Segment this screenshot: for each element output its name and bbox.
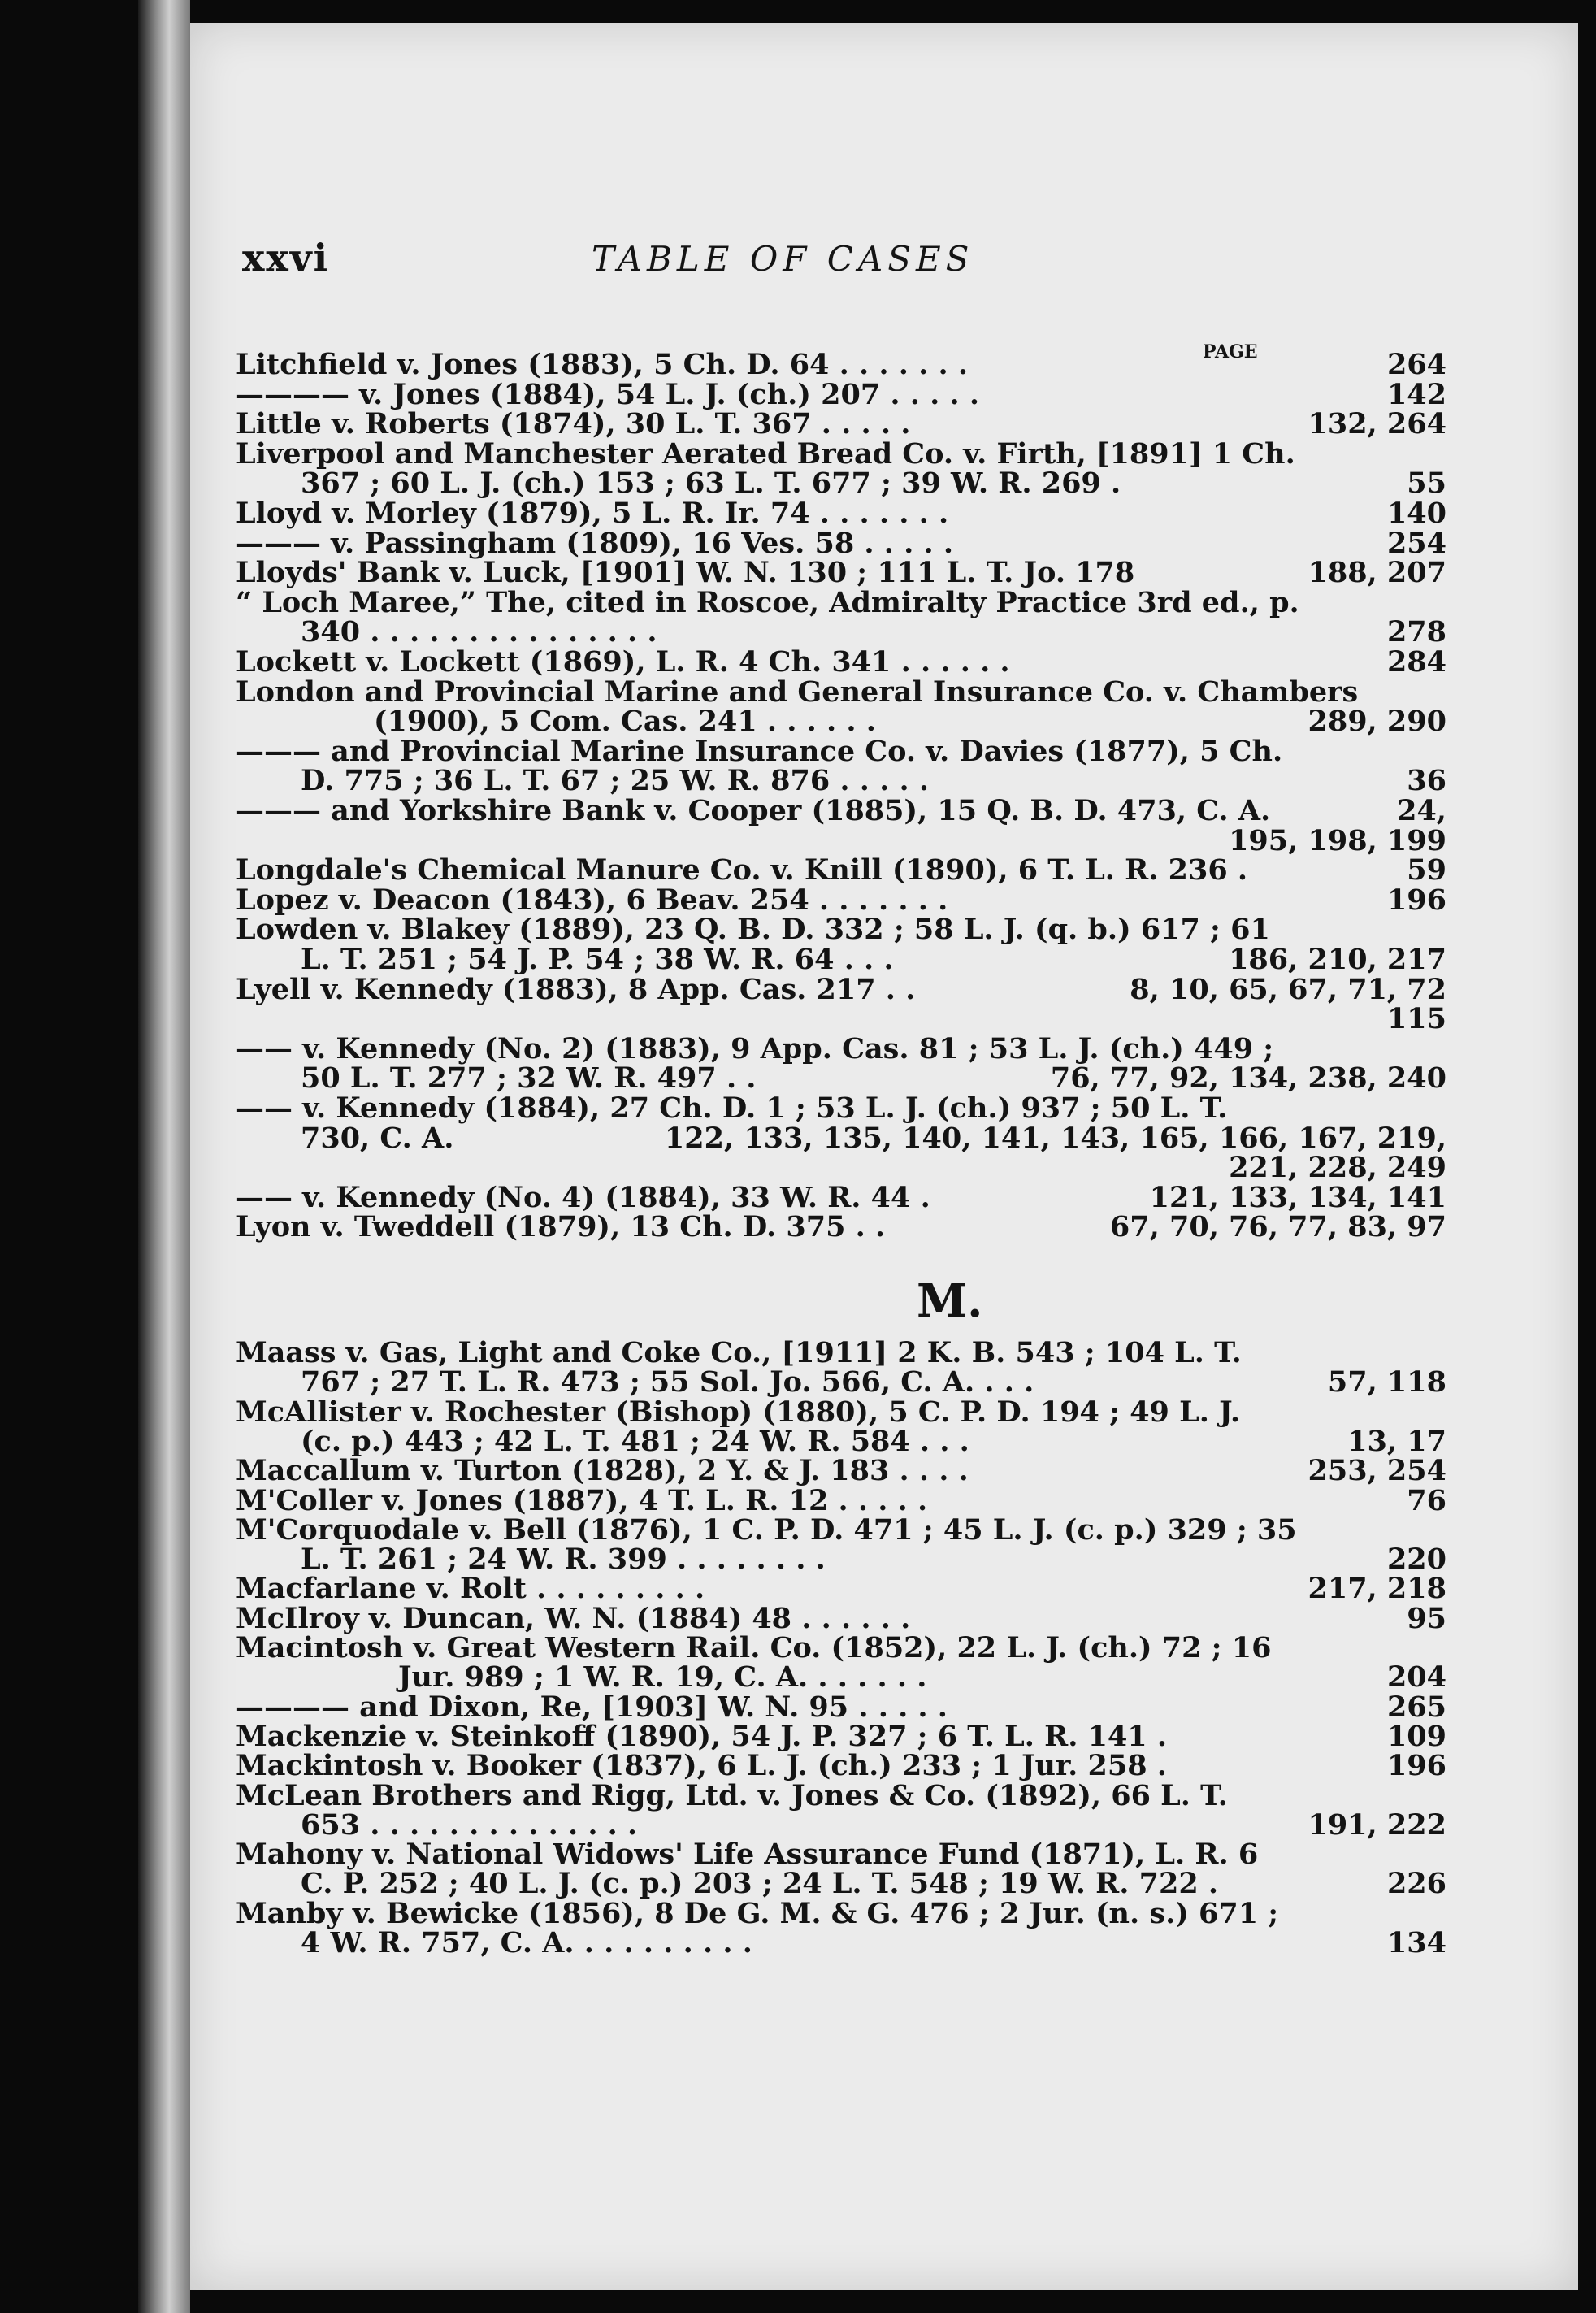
case-line — [236, 1454, 1446, 1488]
case-citation: ———— and Dixon, Re, [1903] W. N. 95 . . . . . — [236, 1690, 948, 1724]
case-line — [236, 467, 1446, 501]
case-line — [236, 1181, 1446, 1212]
case-citation: 767 ; 27 T. L. R. 473 ; 55 Sol. Jo. 566, C. A. . . . — [301, 1365, 1034, 1400]
case-line — [236, 407, 1446, 441]
case-line — [236, 1425, 1446, 1456]
case-line — [236, 1897, 1446, 1928]
case-pages: 204 — [1386, 1660, 1446, 1695]
case-line — [236, 436, 1446, 471]
case-line — [236, 883, 1446, 917]
case-pages: 142 — [1386, 377, 1446, 411]
case-line — [236, 1061, 1446, 1096]
page-header — [242, 236, 1299, 293]
case-citation: Manby v. Bewicke (1856), 8 De G. M. & G. 476 ; 2 Jur. (n. s.) 671 ; — [236, 1896, 1279, 1930]
case-line — [236, 1779, 1446, 1810]
case-line — [236, 1572, 1446, 1606]
case-line — [236, 1365, 1446, 1400]
case-line — [236, 1602, 1446, 1633]
case-citation: Macfarlane v. Rolt . . . . . . . . . — [236, 1572, 705, 1606]
case-line — [236, 764, 1446, 798]
case-pages: 121, 133, 134, 141 — [1149, 1180, 1446, 1214]
case-pages: 59 — [1407, 853, 1446, 887]
case-line — [236, 1121, 1446, 1155]
case-pages: 195, 198, 199 — [1229, 823, 1446, 857]
case-pages: 122, 133, 135, 140, 141, 143, 165, 166, 167, 219, — [664, 1121, 1446, 1155]
case-pages: 278 — [1386, 615, 1446, 649]
case-line — [236, 1631, 1446, 1662]
case-line — [236, 675, 1446, 709]
case-citation: Lyon v. Tweddell (1879), 13 Ch. D. 375 . . — [236, 1210, 886, 1244]
case-pages: 24, — [1397, 794, 1446, 827]
case-citation: (1900), 5 Com. Cas. 241 . . . . . . — [374, 705, 876, 739]
case-line — [236, 527, 1446, 558]
case-line — [236, 1867, 1446, 1901]
case-line — [236, 1660, 1446, 1695]
case-pages: 76, 77, 92, 134, 238, 240 — [1050, 1061, 1446, 1096]
case-citation: Mackintosh v. Booker (1837), 6 L. J. (ch.) 233 ; 1 Jur. 258 . — [236, 1749, 1167, 1783]
case-citation: —— v. Kennedy (No. 4) (1884), 33 W. R. 44 . — [236, 1180, 930, 1214]
case-line — [236, 1091, 1446, 1125]
case-pages: 289, 290 — [1308, 705, 1446, 739]
case-citation: L. T. 261 ; 24 W. R. 399 . . . . . . . . — [301, 1543, 826, 1577]
case-line — [236, 943, 1446, 974]
case-line — [236, 853, 1446, 887]
case-citation: “ Loch Maree,” The, cited in Roscoe, Admiralty Practice 3rd ed., p. — [236, 585, 1299, 619]
case-citation: ——— and Provincial Marine Insurance Co. v. Davies (1877), 5 Ch. — [236, 734, 1283, 768]
case-citation: McAllister v. Rochester (Bishop) (1880), 5 C. P. D. 194 ; 49 L. J. — [236, 1395, 1241, 1429]
case-line — [236, 1002, 1446, 1036]
case-pages: 134 — [1386, 1926, 1446, 1959]
case-pages: 186, 210, 217 — [1229, 943, 1446, 976]
case-pages: 13, 17 — [1347, 1424, 1446, 1458]
case-citation: McLean Brothers and Rigg, Ltd. v. Jones & Co. (1892), 66 L. T. — [236, 1778, 1228, 1812]
case-line — [236, 1807, 1446, 1842]
case-citation: M'Coller v. Jones (1887), 4 T. L. R. 12 . . . . . — [236, 1483, 928, 1517]
case-citation: Longdale's Chemical Manure Co. v. Knill (1890), 6 T. L. R. 236 . — [236, 853, 1248, 887]
case-line — [236, 1926, 1446, 1957]
case-citation: Little v. Roberts (1874), 30 L. T. 367 . . . . . — [236, 407, 911, 441]
case-pages: 57, 118 — [1327, 1365, 1446, 1400]
case-pages: 109 — [1386, 1719, 1446, 1753]
case-line — [236, 497, 1446, 530]
case-pages: 253, 254 — [1308, 1454, 1446, 1488]
case-line — [236, 1749, 1446, 1783]
case-citation: London and Provincial Marine and General Insurance Co. v. Chambers — [236, 675, 1359, 709]
case-citation: 653 . . . . . . . . . . . . . . — [301, 1807, 638, 1842]
case-pages: 265 — [1386, 1690, 1446, 1724]
case-pages: 188, 207 — [1308, 556, 1446, 590]
case-line — [236, 913, 1446, 947]
case-citation: Maccallum v. Turton (1828), 2 Y. & J. 183 . . . . — [236, 1454, 969, 1488]
case-citation: Mackenzie v. Steinkoff (1890), 54 J. P. 327 ; 6 T. L. R. 141 . — [236, 1719, 1168, 1753]
case-pages: 221, 228, 249 — [1229, 1151, 1446, 1185]
case-line — [236, 1720, 1446, 1751]
case-pages: 55 — [1407, 467, 1446, 501]
case-citation: Lloyds' Bank v. Luck, [1901] W. N. 130 ; 111 L. T. Jo. 178 — [236, 556, 1135, 590]
case-citation: Lloyd v. Morley (1879), 5 L. R. Ir. 74 . . . . . . . — [236, 497, 949, 530]
page-column-label: PAGE — [1203, 341, 1258, 362]
case-line — [236, 378, 1446, 409]
case-citation: Macintosh v. Great Western Rail. Co. (1852), 22 L. J. (ch.) 72 ; 16 — [236, 1631, 1272, 1664]
case-line — [236, 645, 1446, 679]
case-line — [236, 1484, 1446, 1515]
case-line — [236, 705, 1446, 739]
case-line — [236, 1543, 1446, 1577]
case-line — [236, 348, 1446, 379]
case-pages: 196 — [1386, 1749, 1446, 1783]
case-line — [236, 735, 1446, 766]
case-pages: 254 — [1386, 526, 1446, 560]
case-pages: 217, 218 — [1308, 1572, 1446, 1606]
case-pages: 67, 70, 76, 77, 83, 97 — [1109, 1210, 1446, 1244]
case-pages: 284 — [1386, 645, 1446, 679]
case-line — [236, 1395, 1446, 1429]
case-pages: 226 — [1386, 1867, 1446, 1901]
book-binding — [138, 0, 190, 2313]
case-citation: ———— v. Jones (1884), 54 L. J. (ch.) 207 . . . . . — [236, 377, 980, 411]
case-citation: 730, C. A. — [301, 1121, 454, 1155]
case-citation: —— v. Kennedy (No. 2) (1883), 9 App. Cas. 81 ; 53 L. J. (ch.) 449 ; — [236, 1031, 1274, 1065]
case-citation: Lyell v. Kennedy (1883), 8 App. Cas. 217 . . — [236, 972, 916, 1006]
case-citation: Lopez v. Deacon (1843), 6 Beav. 254 . . . . . . . — [236, 883, 948, 917]
case-citation: Jur. 989 ; 1 W. R. 19, C. A. . . . . . . — [398, 1660, 927, 1695]
case-pages: 264 — [1386, 348, 1446, 381]
case-pages: 140 — [1386, 497, 1446, 530]
case-line — [236, 1336, 1446, 1367]
case-line — [236, 973, 1446, 1004]
case-citation: —— v. Kennedy (1884), 27 Ch. D. 1 ; 53 L. J. (ch.) 937 ; 50 L. T. — [236, 1091, 1228, 1125]
case-citation: Liverpool and Manchester Aerated Bread Co. v. Firth, [1891] 1 Ch. — [236, 436, 1295, 471]
case-citation: L. T. 251 ; 54 J. P. 54 ; 38 W. R. 64 . . . — [301, 943, 894, 976]
case-citation: Lockett v. Lockett (1869), L. R. 4 Ch. 341 . . . . . . — [236, 645, 1010, 679]
case-citation: Maass v. Gas, Light and Coke Co., [1911] 2 K. B. 543 ; 104 L. T. — [236, 1336, 1242, 1369]
case-line — [236, 1151, 1446, 1185]
case-line — [236, 1690, 1446, 1724]
case-pages: 8, 10, 65, 67, 71, 72 — [1130, 972, 1446, 1006]
case-pages: 196 — [1386, 883, 1446, 917]
case-line — [236, 556, 1446, 590]
case-citation: 4 W. R. 757, C. A. . . . . . . . . . — [301, 1926, 752, 1959]
case-citation: Lowden v. Blakey (1889), 23 Q. B. D. 332 ; 58 L. J. (q. b.) 617 ; 61 — [236, 913, 1270, 947]
case-pages: 132, 264 — [1308, 407, 1446, 441]
case-citation: ——— v. Passingham (1809), 16 Ves. 58 . . . . . — [236, 526, 954, 560]
case-citation: C. P. 252 ; 40 L. J. (c. p.) 203 ; 24 L. T. 548 ; 19 W. R. 722 . — [301, 1867, 1219, 1901]
case-pages: 220 — [1386, 1543, 1446, 1577]
case-citation: M'Corquodale v. Bell (1876), 1 C. P. D. 471 ; 45 L. J. (c. p.) 329 ; 35 — [236, 1512, 1297, 1547]
section-letter: M. — [917, 1274, 983, 1328]
case-citation: Litchfield v. Jones (1883), 5 Ch. D. 64 . . . . . . . — [236, 348, 969, 381]
case-citation: (c. p.) 443 ; 42 L. T. 481 ; 24 W. R. 584 . . . — [301, 1424, 969, 1458]
case-line — [236, 615, 1446, 649]
case-pages: 115 — [1386, 1002, 1446, 1036]
case-citation: 50 L. T. 277 ; 32 W. R. 497 . . — [301, 1061, 757, 1096]
page-number: xxvi — [242, 236, 330, 280]
case-line — [236, 794, 1446, 825]
case-pages: 95 — [1407, 1601, 1446, 1635]
case-citation: 340 . . . . . . . . . . . . . . . — [301, 615, 657, 649]
case-pages: 191, 222 — [1308, 1807, 1446, 1842]
case-line — [236, 1032, 1446, 1063]
case-line — [236, 1838, 1446, 1872]
case-pages: 36 — [1407, 764, 1446, 798]
case-line — [236, 1512, 1446, 1547]
running-title: TABLE OF CASES — [592, 239, 974, 279]
case-citation: 367 ; 60 L. J. (ch.) 153 ; 63 L. T. 677 ; 39 W. R. 269 . — [301, 467, 1121, 501]
case-line — [236, 586, 1446, 617]
case-citation: McIlroy v. Duncan, W. N. (1884) 48 . . . . . . — [236, 1601, 911, 1635]
case-citation: ——— and Yorkshire Bank v. Cooper (1885), 15 Q. B. D. 473, C. A. — [236, 794, 1271, 827]
case-line — [236, 1210, 1446, 1244]
case-pages: 76 — [1407, 1483, 1446, 1517]
case-citation: Mahony v. National Widows' Life Assurance Fund (1871), L. R. 6 — [236, 1838, 1259, 1872]
case-line — [236, 824, 1446, 855]
case-citation: D. 775 ; 36 L. T. 67 ; 25 W. R. 876 . . . . . — [301, 764, 930, 798]
